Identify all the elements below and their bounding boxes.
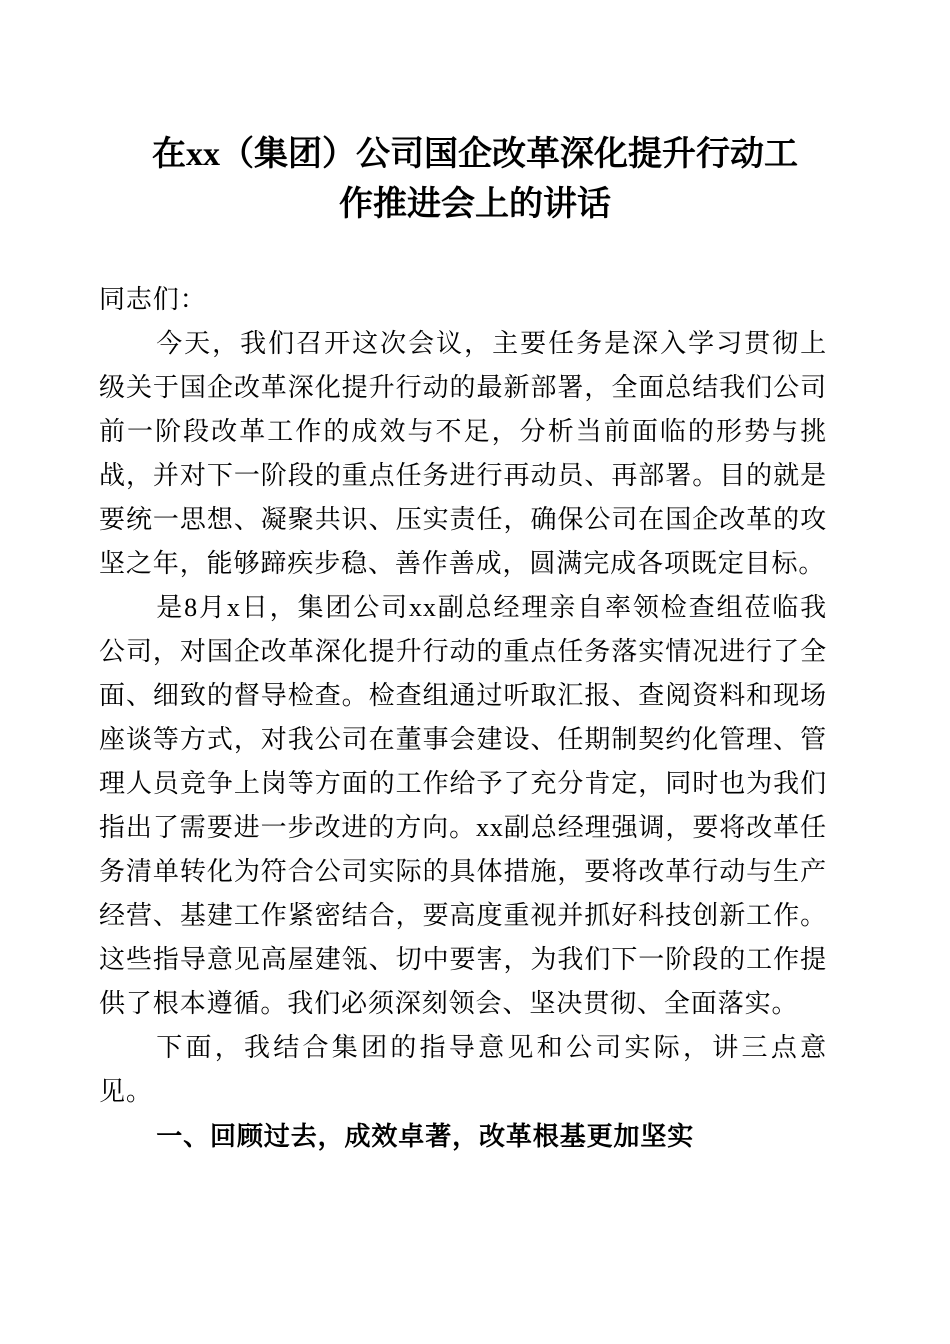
body-paragraph-3: 下面，我结合集团的指导意见和公司实际，讲三点意见。 — [99, 1033, 827, 1106]
document-body — [99, 278, 827, 1158]
document-title: 在xx（集团）公司国企改革深化提升行动工作推进会上的讲话 — [152, 136, 798, 223]
body-paragraph-2: 是8月x日，集团公司xx副总经理亲自率领检查组莅临我公司，对国企改革深化提升行动的重点任务落实情况进行了全面、细致的督导检查。检查组通过听取汇报、查阅资料和现场座谈等方式，对我公司在董事会建设、任期制契约化管理、管理人员竞争上岗等方面的工作给予了充分肯定，同时也为我们指出了需要进一步改进的方向。xx副总经理强调，要将改革任务清单转化为符合公司实际的具体措施，要将改革行动与生产经营、基建工作紧密结合，要高度重视并抓好科技创新工作。这些指导意见高屋建瓴、切中要害，为我们下一阶段的工作提供了根本遵循。我们必须深刻领会、坚决贯彻、全面落实。 — [99, 593, 827, 1018]
section-heading-1: 一、回顾过去，成效卓著，改革根基更加坚实 — [156, 1121, 695, 1151]
salutation-line: 同志们： — [99, 285, 207, 314]
body-paragraph-1: 今天，我们召开这次会议，主要任务是深入学习贯彻上级关于国企改革深化提升行动的最新部署，全面总结我们公司前一阶段改革工作的成效与不足，分析当前面临的形势与挑战，并对下一阶段的重点任务进行再动员、再部署。目的就是要统一思想、凝聚共识、压实责任，确保公司在国企改革的攻坚之年，能够蹄疾步稳、善作善成，圆满完成各项既定目标。 — [99, 329, 827, 578]
